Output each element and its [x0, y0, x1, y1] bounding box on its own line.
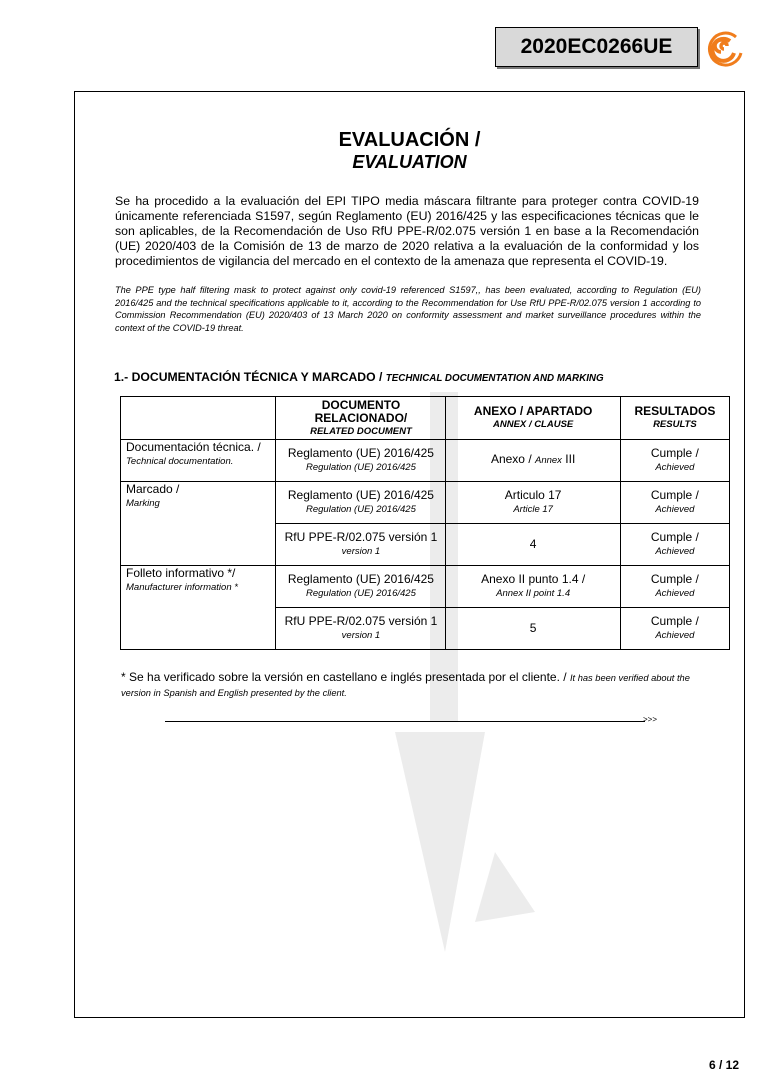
table-row: [121, 566, 730, 608]
annex-cell: 5: [446, 608, 620, 650]
annex-cell: Anexo II punto 1.4 / Annex II point 1.4: [446, 566, 620, 608]
related-document-cell: Reglamento (UE) 2016/425 Regulation (UE) 2016/425: [276, 482, 446, 524]
header-document: DOCUMENTO RELACIONADO/ RELATED DOCUMENT: [276, 397, 446, 440]
related-document-cell: Reglamento (UE) 2016/425 Regulation (UE) 2016/425: [276, 566, 446, 608]
footnote-en: It has been verified about the version in Spanish and English presented by the client.: [121, 673, 690, 698]
result-cell: Cumple / Achieved: [620, 524, 729, 566]
related-document-cell: Reglamento (UE) 2016/425 Regulation (UE) 2016/425: [276, 440, 446, 482]
annex-cell: Anexo / Annex III: [446, 440, 620, 482]
intro-paragraph-es: Se ha procedido a la evaluación del EPI TIPO media máscara filtrante para proteger contra COVID-19 únicamente referenciada S1597, según Reglamento (EU) 2016/425 y las especificaciones técnicas que le son aplicables, de la Recomendación de Uso RfU PPE-R/02.075 versión 1 en base a la Recomendación (UE) 2020/403 de la Comisión de 13 de marzo de 2020 relativa a la evaluación de la conformidad y los procedimientos de vigilancia del mercado en el contexto de la amenaza que representa el COVID-19.: [115, 194, 699, 268]
section-heading-es: 1.- DOCUMENTACIÓN TÉCNICA Y MARCADO /: [114, 370, 383, 384]
annex-cell: Articulo 17 Article 17: [446, 482, 620, 524]
title-en: EVALUATION: [352, 152, 467, 172]
result-cell: Cumple / Achieved: [620, 566, 729, 608]
table-header-row: [121, 397, 730, 440]
row-label: Folleto informativo */ Manufacturer information *: [121, 566, 276, 650]
page-title: [75, 129, 744, 173]
table-row: [121, 440, 730, 482]
result-cell: Cumple / Achieved: [620, 482, 729, 524]
header-annex: ANEXO / APARTADO ANNEX / CLAUSE: [446, 397, 620, 440]
page-frame: [74, 91, 745, 1018]
header-empty: [121, 397, 276, 440]
company-logo-spiral-icon: [704, 31, 744, 67]
page-number: 6 / 12: [709, 1058, 740, 1072]
footnote-es: * Se ha verificado sobre la versión en castellano e inglés presentada por el cliente. /: [121, 670, 567, 684]
table-row: [121, 482, 730, 524]
intro-paragraph-en: The PPE type half filtering mask to protect against only covid-19 referenced S1597,, has been evaluated, according to Regulation (EU) 2016/425 and the technical specifications applicable to it, according to the Recommendation for Use RfU PPE-R/02.075 version 1 according to Commission Recommendation (EU) 2020/403 of 13 March 2020 on conformity assessment and market surveillance procedures within the context of the COVID-19 threat.: [115, 285, 701, 333]
header-results: RESULTADOS RESULTS: [620, 397, 729, 440]
result-cell: Cumple / Achieved: [620, 608, 729, 650]
result-cell: Cumple / Achieved: [620, 440, 729, 482]
row-label: Marcado / Marking: [121, 482, 276, 566]
footnote: [121, 670, 711, 700]
section-heading-en: TECHNICAL DOCUMENTATION AND MARKING: [385, 373, 604, 384]
continuation-line: [165, 721, 645, 722]
annex-cell: 4: [446, 524, 620, 566]
related-document-cell: RfU PPE-R/02.075 versión 1 version 1: [276, 608, 446, 650]
document-code: 2020EC0266UE: [520, 35, 673, 58]
document-code-box: [495, 27, 698, 67]
related-document-cell: RfU PPE-R/02.075 versión 1 version 1: [276, 524, 446, 566]
section-heading: [114, 370, 604, 384]
continuation-arrows: >>>: [643, 715, 658, 724]
row-label: Documentación técnica. / Technical documentation.: [121, 440, 276, 482]
title-es: EVALUACIÓN /: [338, 129, 481, 151]
documentation-table: [120, 396, 730, 650]
